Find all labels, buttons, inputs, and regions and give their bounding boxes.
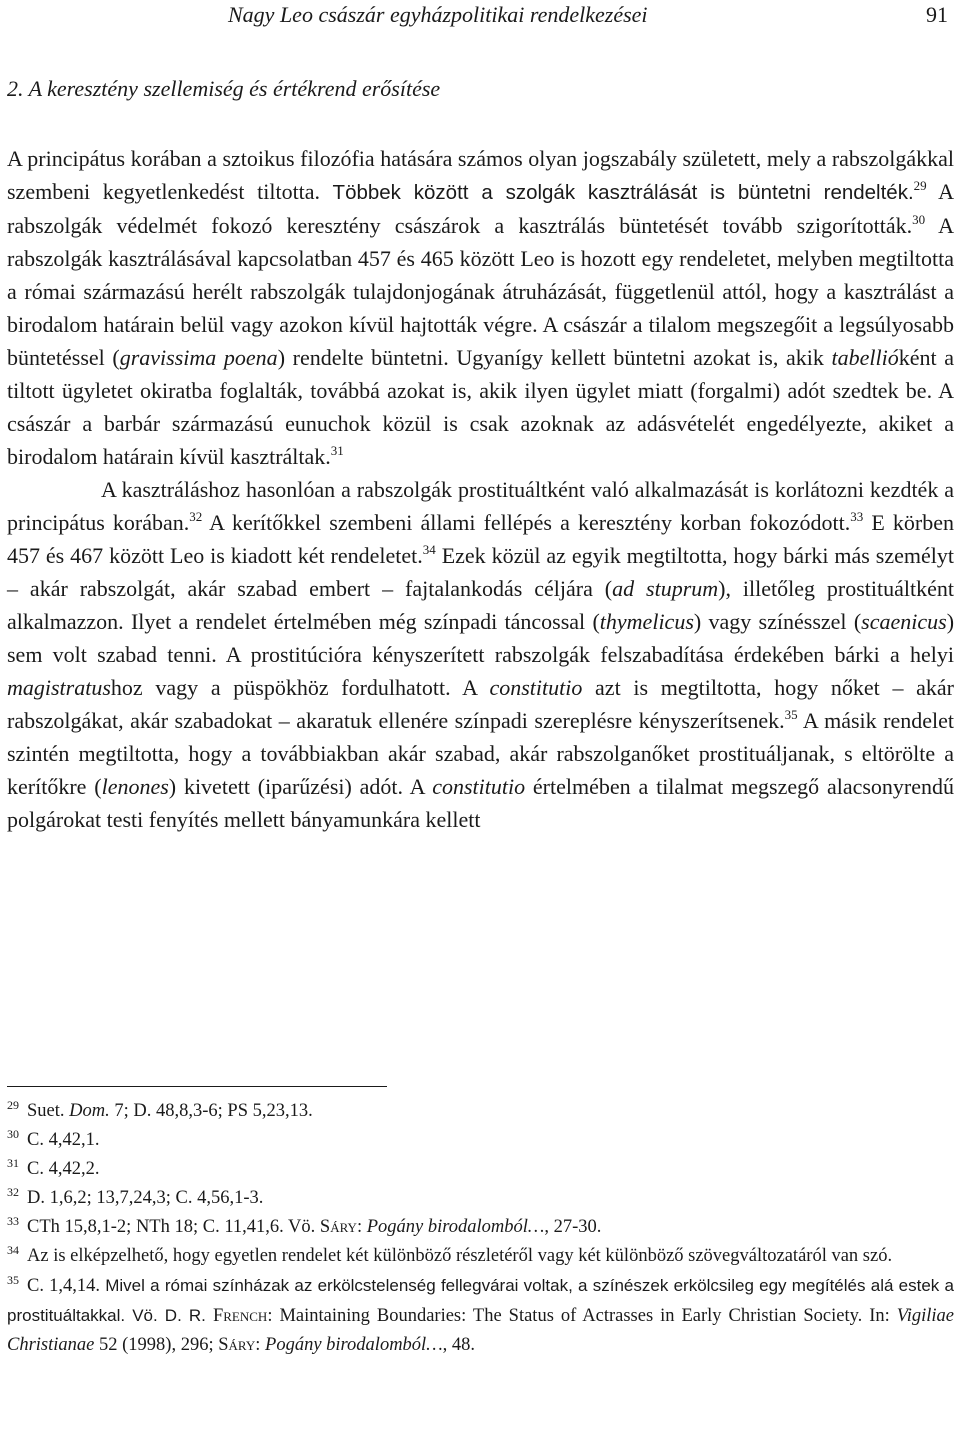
footnote-number: 31 xyxy=(7,1156,19,1170)
latin-term: lenones xyxy=(101,774,169,799)
body-text xyxy=(7,142,954,836)
page-number: 91 xyxy=(926,2,948,27)
book-title: Pogány birodalomból… xyxy=(366,1217,545,1237)
footnote-34 xyxy=(7,1242,954,1271)
footnote-text: Suet. xyxy=(27,1101,70,1121)
footnote-text: : xyxy=(356,1217,367,1237)
paragraph-1-text: Többek között a szolgák kasztrálását is büntetni rendelték. xyxy=(320,181,914,204)
footnote-ref-32[interactable]: 32 xyxy=(189,509,203,524)
footnote-ref-29[interactable]: 29 xyxy=(913,178,927,193)
latin-term: magistratus xyxy=(7,675,111,700)
latin-term: constitutio xyxy=(432,774,526,799)
footnote-ref-33[interactable]: 33 xyxy=(850,509,864,524)
footnote-30 xyxy=(7,1126,954,1155)
paragraph-1-text: A principátus korában a sztoikus filozófia hatására számos olyan jogszabály született, mely a rabszolgákkal szembeni kegyetlenkedést tiltotta. xyxy=(7,146,954,204)
paragraph-1-text: A rabszolgák kasztrálásával kapcsolatban 457 és 465 között Leo is hozott egy rendeletet, melyben megtiltotta a római származású herélt rabszolgák tulajdonjogának átruházását, függetlenül attól, hogy a kasztrálást a birodalom határain belül vagy azokon kívül hajtották végre. A császár a tilalom megszegőit a legsúlyosabb büntetéssel ( xyxy=(7,213,954,370)
footnote-text: 52 (1998), 296; xyxy=(94,1335,219,1355)
footnote-text: : xyxy=(255,1335,266,1355)
footnote-text: D. 1,6,2; 13,7,24,3; C. 4,56,1-3. xyxy=(27,1188,264,1208)
footnote-text: CTh 15,8,1-2; NTh 18; C. 11,41,6. Vö. xyxy=(27,1217,320,1237)
footnote-number: 33 xyxy=(7,1214,19,1228)
latin-term: thymelicus xyxy=(599,609,694,634)
footnote-text: Mivel a római színházak az erkölcstelenség fellegvárai voltak, a színészek erkölcsileg egy megítélés alá estek a prostituáltakkal. Vö. D. R. xyxy=(7,1276,954,1325)
paragraph-1-text: ként a tiltott ügyletet okiratba foglalták, továbbá azokat is, akik ilyen ügylet miatt (forgalmi) adót szedtek be. A császár a barbár származású eunuchok közül is csak azoknak az adásvételét engedélyezte, akiket a birodalom határain kívül kasztráltak. xyxy=(7,345,954,469)
paragraph-1-text: A rabszolgák védelmét fokozó keresztény császárok a kasztrálás büntetését tovább szigorították. xyxy=(7,179,954,238)
footnote-text: C. 4,42,2. xyxy=(27,1159,100,1179)
paragraph-2-text: ) sem volt szabad tenni. A prostitúcióra kényszerített rabszolgák felszabadítása érdekében bárki a helyi xyxy=(7,609,955,667)
running-header-title: Nagy Leo császár egyházpolitikai rendelkezései xyxy=(228,2,648,27)
footnote-29 xyxy=(7,1097,954,1126)
footnote-text: : Maintaining Boundaries: The Status of Actrasses in Early Christian Society. In: xyxy=(267,1306,897,1326)
footnote-ref-31[interactable]: 31 xyxy=(330,443,344,458)
footnote-text: 7; D. 48,8,3-6; PS 5,23,13. xyxy=(109,1101,313,1121)
paragraph-2-text: azt is megtiltotta, hogy nőket – akár rabszolgákat, akár szabadokat – akaratuk ellenére színpadi szereplésre kényszerítsenek. xyxy=(7,675,954,733)
paragraph-2-text: hoz vagy a püspökhöz fordulhatott. A xyxy=(110,675,490,700)
author-name: French xyxy=(212,1306,268,1326)
paragraph-2-text: ), illetőleg prostituáltként alkalmazzon. Ilyet a rendelet értelmében még színpadi táncossal ( xyxy=(7,576,954,634)
footnote-text: Az is elképzelhető, hogy egyetlen rendelet két különböző részletéről vagy két különböző szövegváltozatáról van szó. xyxy=(27,1246,893,1266)
footnote-italic: Dom. xyxy=(69,1101,110,1121)
footnote-number: 35 xyxy=(7,1273,19,1287)
paragraph-2-text: A kasztráláshoz hasonlóan a rabszolgák prostituáltként való alkalmazását is korlátozni kezdték a principátus korában. xyxy=(7,477,954,535)
footnote-35 xyxy=(7,1271,954,1360)
latin-term: scaenicus xyxy=(861,609,947,634)
footnote-number: 29 xyxy=(7,1098,19,1112)
paragraph-2-text: értelmében a tilalmat megszegő alacsonyrendű polgárokat testi fenyítés mellett bányamunkára kellett xyxy=(7,774,954,832)
latin-term: constitutio xyxy=(489,675,583,700)
paragraph-1 xyxy=(7,142,954,473)
footnote-text: C. 1,4,14. xyxy=(27,1276,100,1296)
footnote-32 xyxy=(7,1184,954,1213)
footnote-text: , 48. xyxy=(442,1335,476,1355)
book-title: Pogány birodalomból… xyxy=(265,1335,443,1355)
latin-term: tabellió xyxy=(831,345,899,370)
footnote-number: 34 xyxy=(7,1243,19,1257)
footnotes xyxy=(7,1097,954,1360)
paragraph-2-text: E körben 457 és 467 között Leo is kiadott két rendeletet. xyxy=(7,510,954,568)
paragraph-2-text: ) kivetett (iparűzési) adót. A xyxy=(168,774,433,799)
footnote-divider xyxy=(7,1086,387,1087)
author-name: Sáry xyxy=(218,1335,256,1355)
latin-term: gravissima poena xyxy=(119,345,278,370)
footnote-ref-30[interactable]: 30 xyxy=(912,212,926,227)
footnote-ref-35[interactable]: 35 xyxy=(784,707,798,722)
footnote-text: C. 4,42,1. xyxy=(27,1130,100,1150)
latin-term: ad stuprum xyxy=(612,576,719,601)
journal-title: Vigiliae Christianae xyxy=(7,1306,954,1355)
footnote-number: 32 xyxy=(7,1185,19,1199)
author-name: Sáry xyxy=(319,1217,357,1237)
footnote-ref-34[interactable]: 34 xyxy=(422,542,436,557)
footnote-number: 30 xyxy=(7,1127,19,1141)
footnote-33 xyxy=(7,1213,954,1242)
paragraph-2-text: ) vagy színésszel ( xyxy=(693,609,862,634)
paragraph-2 xyxy=(7,473,954,836)
paragraph-2-text: A másik rendelet szintén megtiltotta, hogy a továbbiakban akár szabad, akár rabszolganőket prostituáljanak, s eltörölte a kerítőkre ( xyxy=(7,708,955,799)
footnote-text: , 27-30. xyxy=(544,1217,602,1237)
paragraph-1-text: ) rendelte büntetni. Ugyanígy kellett büntetni azokat is, akik xyxy=(277,345,832,370)
paragraph-2-text: Ezek közül az egyik megtiltotta, hogy bárki más személyt – akár rabszolgát, akár szabad embert – fajtalankodás céljára ( xyxy=(7,543,954,601)
paragraph-2-text: A kerítőkkel szembeni állami fellépés a keresztény korban fokozódott. xyxy=(202,510,851,535)
section-title: 2. A keresztény szellemiség és értékrend erősítése xyxy=(7,76,441,101)
footnote-31 xyxy=(7,1155,954,1184)
